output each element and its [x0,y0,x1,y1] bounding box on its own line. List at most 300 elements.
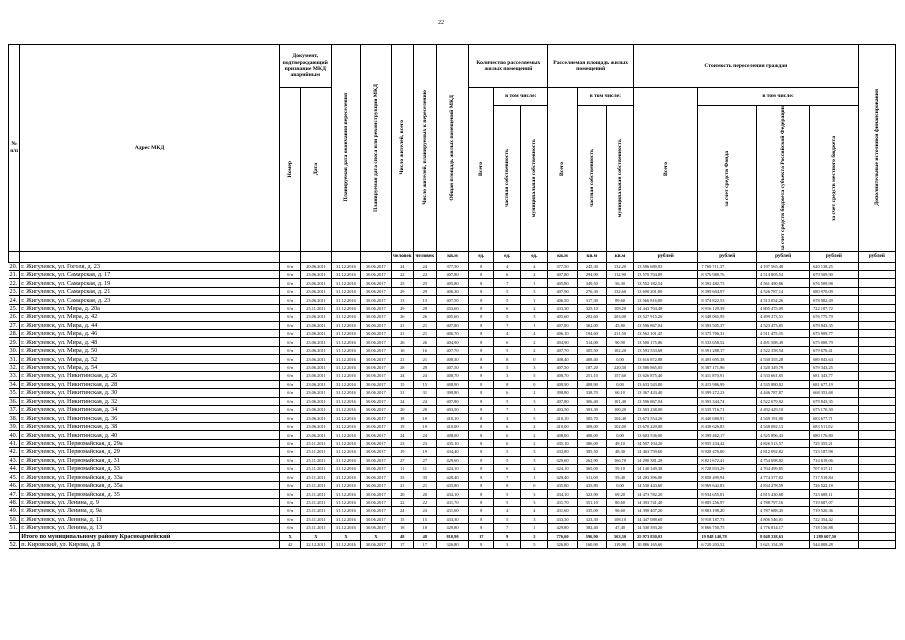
cell-area: 424,10 [436,465,469,473]
cell-rmun: 2 [521,304,548,312]
table-row [9,431,896,439]
cell-rooms: 8 [469,296,494,304]
cell-rt: 25 [391,279,414,287]
cell-rp: 20 [414,405,437,413]
cell-plan: 31.12.2016 [331,515,360,523]
cell-rpriv: 6 [494,304,521,312]
cell-addr: г. Жигулевск, ул. Самарская, д. 17 [20,270,280,278]
cell-plan: X [331,532,360,540]
cell-cext [858,397,895,405]
cell-creg: 4 774 377,02 [757,473,810,481]
cell-apriv: 306,40 [577,397,606,405]
table-row [9,279,896,287]
cell-rp: 21 [414,321,437,329]
cell-plan: 31.12.2016 [331,338,360,346]
cell-area: 408,90 [436,380,469,388]
cell-date: 23.06.2011 [301,405,331,413]
cell-rt: 26 [391,338,414,346]
cell-area: 398,80 [436,389,469,397]
cell-at: 433,30 [548,304,577,312]
cell-doc: б/н [279,372,300,380]
cell-amun: 220,30 [606,363,633,371]
cell-plan: 31.12.2016 [331,507,360,515]
cell-rt: 16 [391,346,414,354]
cell-demo: 30.06.2017 [361,481,391,489]
cell-amun: 104,40 [606,414,633,422]
cell-demo: 30.06.2017 [361,448,391,456]
cell-amun: 49,10 [606,439,633,447]
cell-rp: 28 [414,363,437,371]
cell-amun: 56,30 [606,279,633,287]
unit-cell: кв.м [606,251,633,262]
cell-rpriv: 4 [494,330,521,338]
cell-doc: б/н [279,507,300,515]
table-row [9,448,896,456]
cell-plan: 31.12.2016 [331,346,360,354]
cell-rt: 21 [391,330,414,338]
cell-creg: 4 522 358,54 [757,346,810,354]
cell-doc: б/н [279,279,300,287]
cell-rt: 24 [391,507,414,515]
cell-date: 23.06.2011 [301,380,331,388]
cell-rmun: 2 [521,439,548,447]
cell-at: 431,60 [548,507,577,515]
cell-creg: 4 522 679,02 [757,397,810,405]
cell-plan: 31.12.2016 [331,363,360,371]
cell-rt: 21 [391,481,414,489]
cell-apriv: 596,90 [577,532,606,540]
cell-apriv: 194,60 [577,330,606,338]
cell-ctot: 25 973 830,03 [634,532,698,540]
cell-cfund: 8 928 476,80 [698,448,757,456]
cell-cext [858,456,895,464]
header-total-area: Общая площадь жилых помещений МКД [449,94,456,201]
cell-area: 377,50 [436,262,469,270]
cell-rooms: 8 [469,363,494,371]
cell-rmun: 3 [521,490,548,498]
header-doc-number: Номер [286,161,293,178]
cell-creg: 4 492 429,10 [757,405,810,413]
cell-at: 776,60 [548,532,577,540]
cell-at: 429,80 [548,524,577,532]
cell-rmun: 3 [521,456,548,464]
cell-ctot: 13 670 220,00 [634,422,698,430]
cell-cloc: 676 775,79 [810,313,859,321]
cell-cloc: 725 355,21 [810,439,859,447]
cell-rt: 22 [391,270,414,278]
cell-plan: 31.12.2016 [331,355,360,363]
cell-rp: 21 [414,481,437,489]
cell-plan: 31.12.2016 [331,439,360,447]
cell-apriv: 160,90 [577,540,606,548]
cell-rt: 13 [391,296,414,304]
header-area-private: частная собственность [588,149,595,208]
cell-rmun: 5 [521,372,548,380]
cell-demo: 30.06.2017 [361,287,391,295]
cell-at: 398,80 [548,389,577,397]
cell-addr: г. Жигулевск, ул. Самарская, д. 21 [20,287,280,295]
cell-creg: 4 826 513,57 [757,439,810,447]
cell-cfund: 8 883 198,20 [698,507,757,515]
cell-ctot: 13 562 101,45 [634,330,698,338]
cell-n: 29. [9,338,20,346]
cell-apriv: 317,30 [577,296,606,304]
cell-addr: г. Жигулевск, ул. Мира, д. 48 [20,338,280,346]
cell-creg: 4 754 698,82 [757,456,810,464]
cell-creg: 4 787 688,45 [757,507,810,515]
cell-rpriv: 5 [494,363,521,371]
cell-date: 25.11.2011 [301,498,331,506]
cell-rt: 35 [391,473,414,481]
cell-rt: 20 [391,405,414,413]
cell-date: 25.11.2011 [301,473,331,481]
cell-cloc: 723 689,11 [810,490,859,498]
cell-rt: 21 [391,355,414,363]
cell-rooms: 8 [469,397,494,405]
cell-rpriv: 5 [494,515,521,523]
cell-rt: 24 [391,431,414,439]
table-row [9,304,896,312]
cell-apriv: 335,00 [577,507,606,515]
cell-ctot: 13 586 865,05 [634,363,698,371]
cell-cfund: 8 415 986,99 [698,380,757,388]
cell-cfund: 8 438 626,85 [698,422,757,430]
cell-rpriv: 5 [494,448,521,456]
cell-date: 23.06.2011 [301,397,331,405]
cell-rp: 31 [414,389,437,397]
cell-date: 25.11.2011 [301,456,331,464]
cell-rpriv: 5 [494,456,521,464]
cell-rp: 11 [414,465,437,473]
cell-rooms: 8 [469,346,494,354]
cell-amun: 59,40 [606,473,633,481]
cell-area: 407,80 [436,397,469,405]
cell-rooms: 8 [469,279,494,287]
cell-cloc: 722 187,72 [810,304,859,312]
cell-cext [858,414,895,422]
cell-rpriv: 5 [494,397,521,405]
cell-cloc: 679 343,25 [810,363,859,371]
cell-ctot: 13 570 704,89 [634,270,698,278]
cell-rmun: 0 [521,380,548,388]
cell-rmun: 2 [521,422,548,430]
cell-cfund: 8 411 870,91 [698,372,757,380]
cell-doc: б/н [279,448,300,456]
cell-area: 434,10 [436,490,469,498]
cell-at: 410,00 [548,422,577,430]
cell-at: 410,10 [548,414,577,422]
cell-doc: б/н [279,313,300,321]
table-row [9,363,896,371]
header-row-num: № п/п [9,45,20,252]
cell-creg: 4 511 475,35 [757,330,810,338]
cell-apriv: 294,90 [577,270,606,278]
cell-demo: 30.06.2017 [361,498,391,506]
cell-n: 22. [9,279,20,287]
cell-plan: 31.12.2016 [331,304,360,312]
table-body [9,251,896,549]
cell-cloc: 679 509,90 [810,270,859,278]
cell-at: 434,10 [548,490,577,498]
cell-cfund: 8 374 822,53 [698,296,757,304]
cell-rpriv: 6 [494,338,521,346]
cell-rpriv: 5 [494,490,521,498]
cell-apriv: 303,30 [577,405,606,413]
cell-rpriv: 3 [494,540,521,548]
cell-addr: г. Жигулевск, ул. Мира, д. 52 [20,355,280,363]
cell-rpriv: 8 [494,481,521,489]
cell-date: 23.06.2011 [301,414,331,422]
cell-addr: г. Жигулевск, ул. Ленина, д. 9 [20,498,280,506]
cell-cfund: 8 375 706,31 [698,330,757,338]
cell-rmun: 1 [521,279,548,287]
cell-n: 31. [9,355,20,363]
table-row [9,330,896,338]
cell-cloc: 676 509,98 [810,279,859,287]
cell-apriv: 349,50 [577,279,606,287]
cell-rpriv: 3 [494,414,521,422]
cell-rooms: 8 [469,338,494,346]
cell-cloc: 675 008,79 [810,338,859,346]
unit-cell: рублей [810,251,859,262]
cell-rooms: 8 [469,405,494,413]
cell-cloc: 544 808,28 [810,540,859,548]
cell-cloc: 717 519,84 [810,473,859,481]
cell-rp: 48 [414,532,437,540]
cell-apriv: 325,10 [577,304,606,312]
cell-creg: 4 834 278,59 [757,481,810,489]
cell-amun: 102,00 [606,422,633,430]
cell-date: 23.06.2011 [301,270,331,278]
cell-creg: 4 548 082,13 [757,422,810,430]
cell-creg: 4 499 273,51 [757,313,810,321]
cell-doc: X [279,532,300,540]
cell-demo: 30.06.2017 [361,405,391,413]
cell-rooms: 8 [469,524,494,532]
cell-ctot: 14 507 104,20 [634,439,698,447]
cell-area: 433,60 [436,304,469,312]
cell-demo: 30.06.2017 [361,490,391,498]
cell-cext [858,262,895,270]
header-residents-planned: Число жителей, планируемых к переселению [421,90,428,206]
cell-demo: 30.06.2017 [361,414,391,422]
cell-rmun: 3 [521,448,548,456]
cell-ctot: 13 593 533,68 [634,346,698,354]
header-residents-total: Число жителей, всего [399,120,406,176]
cell-cloc: 675 170,30 [810,405,859,413]
cell-n: 48. [9,498,20,506]
cell-creg: 4 805 475,09 [757,304,810,312]
cell-rooms: 8 [469,498,494,506]
cell-doc: б/н [279,481,300,489]
header-rooms-group: Количество расселяемых жилых помещений [469,45,548,88]
cell-plan: 31.12.2016 [331,405,360,413]
table-row [9,490,896,498]
cell-cext [858,287,895,295]
cell-cext [858,270,895,278]
cell-doc: б/н [279,346,300,354]
cell-rmun: 5 [521,414,548,422]
cell-ctot: 14 530 443,60 [634,481,698,489]
cell-cfund: 8 885 256,97 [698,498,757,506]
cell-demo: X [361,532,391,540]
cell-cext [858,346,895,354]
cell-plan: 31.12.2016 [331,321,360,329]
cell-rp: 18 [414,524,437,532]
cell-at: 429,60 [548,456,577,464]
cell-n: 28. [9,330,20,338]
cell-apriv: 305,50 [577,346,606,354]
cell-date: 22.12.2011 [301,540,331,548]
cell-creg: 4 197 565,48 [757,262,810,270]
cell-rp: 21 [414,330,437,338]
cell-rpriv: 5 [494,296,521,304]
unit-cell [331,251,360,262]
cell-addr: г. Жигулевск, ул. Мира, д. 46 [20,330,280,338]
cell-apriv: 408,00 [577,431,606,439]
cell-date: 23.06.2011 [301,363,331,371]
cell-cfund: 8 858 499,94 [698,473,757,481]
cell-rp: 15 [414,515,437,523]
cell-cloc: 668 353,68 [810,389,859,397]
cell-doc: б/н [279,439,300,447]
cell-at: 377,50 [548,262,577,270]
cell-n: 38. [9,414,20,422]
cell-rmun: 5 [521,540,548,548]
cell-demo: 30.06.2017 [361,338,391,346]
cell-ctot: 14 393 741,40 [634,498,698,506]
table-row [9,507,896,515]
cell-demo: 30.06.2017 [361,270,391,278]
cell-amun: 132,60 [606,287,633,295]
cell-rpriv: 7 [494,473,521,481]
cell-cfund: 8 348 065,95 [698,313,757,321]
cell-rt: 15 [391,515,414,523]
table-row [9,321,896,329]
cell-ctot: 14 443 704,48 [634,304,698,312]
cell-demo: 30.06.2017 [361,456,391,464]
unit-cell: человек [414,251,437,262]
cell-area: 408,00 [436,431,469,439]
cell-demo: 30.06.2017 [361,380,391,388]
cell-rmun: 1 [521,296,548,304]
table-row [9,287,896,295]
cell-n: 51. [9,524,20,532]
cell-addr: г. Жигулевск, ул. Первомайская, д. 33а [20,473,280,481]
units-row [9,251,896,262]
header-doc-date: Дата [312,163,319,176]
cell-cfund: 8 440 680,91 [698,414,757,422]
cell-apriv: 351,10 [577,498,606,506]
cell-plan: 31.12.2016 [331,380,360,388]
unit-cell [361,251,391,262]
cell-rt: 18 [391,524,414,532]
cell-n: 36. [9,397,20,405]
cell-demo: 30.06.2017 [361,355,391,363]
cell-addr: г. Жигулевск, ул. Первомайская, д. 33 [20,465,280,473]
cell-apriv: 385,50 [577,448,606,456]
cell-cext [858,422,895,430]
cell-cext [858,338,895,346]
unit-cell [9,251,20,262]
cell-amun: 80,60 [606,498,633,506]
cell-rpriv: 8 [494,355,521,363]
cell-apriv: 251,10 [577,372,606,380]
header-area-group: Расселяемая площадь жилых помещений [548,45,634,88]
cell-demo: 30.06.2017 [361,439,391,447]
cell-ctot: 13 603 536,00 [634,431,698,439]
cell-at: 407,80 [548,270,577,278]
cell-rooms: 8 [469,456,494,464]
table-row [9,372,896,380]
header-cost-local: за счет средств местного бюджета [830,135,837,221]
cell-amun: 112,90 [606,270,633,278]
cell-addr: г. Жигулевск, ул. Мира, д. 50 [20,346,280,354]
cell-cfund: 8 728 833,29 [698,465,757,473]
cell-cfund: 19 848 140,78 [698,532,757,540]
cell-ctot: 13 596 867,04 [634,321,698,329]
table-row [9,270,896,278]
cell-creg: 4 776 814,17 [757,524,810,532]
cell-rt: 24 [391,372,414,380]
cell-plan: 31.12.2016 [331,490,360,498]
cell-rooms: 8 [469,262,494,270]
cell-ctot: 10 886 165,60 [634,540,698,548]
cell-rpriv: 6 [494,431,521,439]
cell-doc: б/н [279,338,300,346]
unit-cell: рублей [634,251,698,262]
cell-rooms: 8 [469,321,494,329]
cell-at: 406,50 [548,296,577,304]
cell-doc: б/н [279,524,300,532]
cell-apriv: 435,80 [577,481,606,489]
cell-plan: 31.12.2016 [331,448,360,456]
cell-area: 408,70 [436,372,469,380]
cell-demo: 30.06.2017 [361,465,391,473]
cell-rt: 48 [391,532,414,540]
cell-rmun: 2 [521,270,548,278]
cell-demo: 30.06.2017 [361,397,391,405]
cell-cext [858,490,895,498]
cell-n: 49. [9,507,20,515]
cell-amun: 102,20 [606,346,633,354]
cell-rpriv: 4 [494,507,521,515]
cell-ctot: 14 330 393,20 [634,524,698,532]
cell-cfund: 8 392 482,75 [698,279,757,287]
cell-addr: г. Жигулевск, ул. Никитинская, д. 36 [20,414,280,422]
cell-amun: 0,00 [606,481,633,489]
cell-cloc: 681 677,19 [810,380,859,388]
cell-rt: 29 [391,287,414,295]
cell-rooms: 8 [469,287,494,295]
unit-cell [20,251,280,262]
cell-rp: 22 [414,270,437,278]
cell-cloc: 681 343,77 [810,372,859,380]
cell-at: 435,10 [548,439,577,447]
cell-demo: 30.06.2017 [361,389,391,397]
cell-cfund: 8 821 672,41 [698,456,757,464]
cell-at: 406,10 [548,330,577,338]
cell-demo: 30.06.2017 [361,262,391,270]
cell-demo: 30.06.2017 [361,346,391,354]
cell-area: 406,30 [436,287,469,295]
cell-cext [858,321,895,329]
unit-cell: кв.м [548,251,577,262]
cell-rt: 24 [391,262,414,270]
cell-doc: б/н [279,490,300,498]
table-row [9,465,896,473]
cell-area: 407,80 [436,321,469,329]
